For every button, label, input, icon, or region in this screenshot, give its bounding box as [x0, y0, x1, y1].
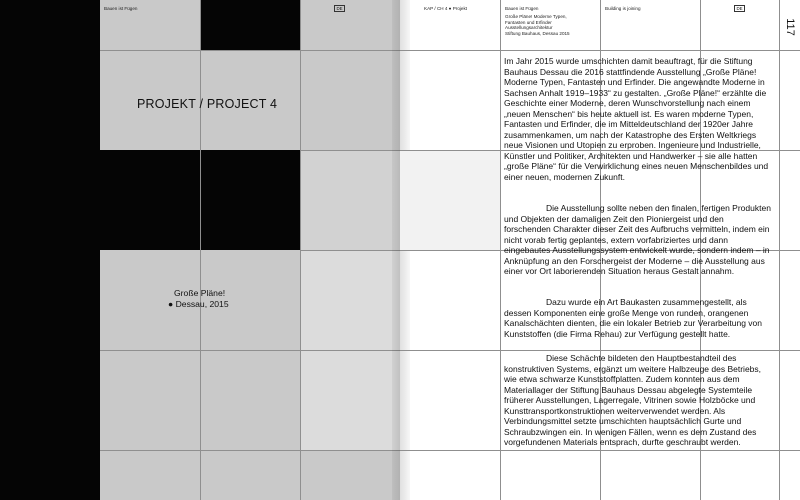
left-header-text: Bauen ist Fügen: [104, 6, 138, 11]
exhibition-subtitle: ● Dessau, 2015: [168, 298, 229, 309]
exhibition-title: Große Pläne!: [174, 288, 226, 298]
grid-line: [100, 350, 400, 351]
chapter-label: KAP / CH 4 ● Projekt: [424, 6, 468, 11]
grid-line: [100, 50, 400, 51]
caption-line: Große Pläne! Moderne Typen,: [505, 14, 567, 19]
caption-line: Ausstellungsarchitektur: [505, 25, 553, 30]
paragraph-text: Im Jahr 2015 wurde umschichten damit beauftragt, für die Stiftung Bauhaus Dessau die 2016 stattfindende Ausstellung „Große Pläne! Moderne Typen, Fantasten und Erfinder. Die angewandte Moderne in Sachsen Anhalt 1919–1933“ zu gestalten. „Große Pläne!“ erzählte die Geschichte einer Moderne, deren Wunschvorstellung nach einem „neuen Menschen“ bis heute aktuell ist. Es waren moderne Typen, Fantasten und Erfinder, die im Mitteldeutschland der 1920er Jahre zusammenkamen, um nach der Katastrophe des Ersten Weltkriegs neue Visionen und Utopien zu erproben. Ingenieure und Industrielle, Künstler und Politiker, Architekten und Handwerker – sie alle hatten „große Pläne“ für die Verwirklichung eines neuen Menschenbildes und einer neuen, modernen Zukunft.: [504, 56, 769, 182]
grid-line: [400, 450, 800, 451]
caption-line: Fantasten und Erfinder: [505, 19, 552, 25]
right-language-badge: DE: [734, 5, 745, 12]
running-title: Building is joining: [605, 6, 641, 11]
caption-line: Stiftung Bauhaus, Dessau 2015: [505, 30, 570, 36]
gray-panel-mid-right: [300, 150, 400, 250]
light-band: [400, 150, 500, 250]
left-language-badge: DE: [334, 5, 345, 12]
section-label: Bauen ist Fügen: [505, 6, 539, 11]
gray-panel-bottom-right: [300, 450, 400, 500]
body-paragraph-3: [504, 297, 772, 339]
grid-line: [400, 350, 800, 351]
grid-line: [400, 50, 800, 51]
body-paragraph-4: [504, 353, 772, 448]
paragraph-text: Diese Schächte bildeten den Hauptbestandteil des konstruktiven Systems, ergänzt um weitere Halbzeuge des Betriebs, wie etwa schwarze Kunststoffplatten. Zudem konnten aus dem Materiallager der Stiftung Bauhaus Dessau abgelegte Systemteile früherer Ausstellungen, Lagerregale, Vitrinen sowie Holzböcke und Kunsttransportkonstruktionen weiterverwendet werden. Als Verbindungsmittel setzte umschichten hauptsächlich Gurte und Schraubzwingen ein. In wenigen Fällen, wenn es dem Zustand des vorgefundenen Materials entsprach, durfte geschraubt werden.: [504, 353, 762, 447]
grid-line: [300, 250, 400, 251]
paragraph-text: Dazu wurde ein Art Baukasten zusammengestellt, als dessen Komponenten eine große Menge von runden, orangenen Kanalschächten dienten, die ein lokaler Betrieb zur Verarbeitung von Kunststoffen (die Firma Rehau) zur Verfügung gestellt hatte.: [504, 297, 763, 339]
body-paragraph-2: [504, 203, 772, 277]
grid-line: [100, 450, 400, 451]
black-panel-left: [0, 0, 100, 500]
project-heading: PROJEKT / PROJECT 4: [137, 97, 278, 111]
black-panel-top: [200, 0, 300, 50]
grid-line: [300, 150, 400, 151]
page-number: 117: [784, 18, 796, 36]
paragraph-text: Die Ausstellung sollte neben den finalen, fertigen Produkten und Objekten der damaligen Zeit den Pioniergeist und den forschenden Charakter dieser Zeit des Aufbruchs vermitteln, indem ein nicht vorab fertig geplantes, extern vorfabriziertes und dann eingebautes Ausstellungssystem entwickelt wurde, sondern indem – in Anknüpfung an den Forschergeist der Moderne – die Ausstellung aus einer vor Ort laborierenden Situation heraus Gestalt annahm.: [504, 203, 771, 276]
grid-line: [200, 0, 201, 500]
gray-panel-top-right: [300, 0, 400, 50]
body-paragraph-1: [504, 56, 772, 182]
